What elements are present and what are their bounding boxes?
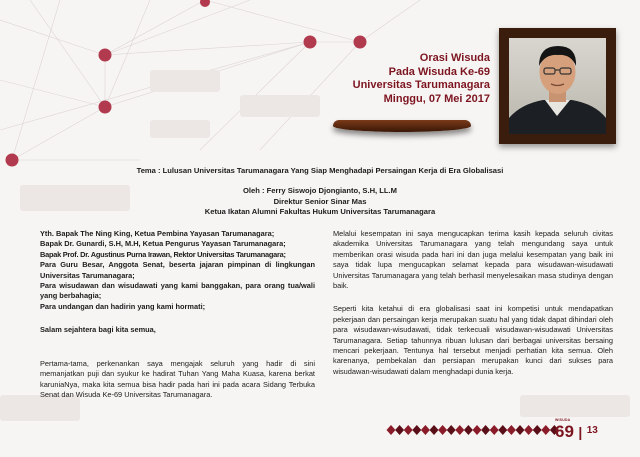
diamond-shape [498, 425, 507, 435]
page-number [555, 418, 598, 442]
speaker-role-1: Direktur Senior Sinar Mas [273, 196, 367, 206]
diamond-shape [404, 425, 413, 435]
diamond-shape [516, 425, 525, 435]
salutation-2: Bapak Dr. Gunardi, S.H, M.H, Ketua Pengurus Yayasan Tarumanagara; [40, 239, 286, 249]
salutation-4: Para Guru Besar, Anggota Senat, beserta jajaran pimpinan di lingkungan Universitas Tarumanagara; [40, 260, 315, 280]
edition-number: 69 [555, 422, 574, 441]
opening-paragraph: Pertama-tama, perkenankan saya mengajak seluruh yang hadir di sini memanjatkan puji dan syukur ke hadirat Tuhan Yang Maha Kuasa, karena berkat karuniaNya, maka kita semua bisa hadir pada hari ini pada acara Sidang Terbuka Senat dan Wisuda Ke-69 Universitas Tarumanagara. [40, 359, 315, 400]
header-line-2: Pada Wisuda Ke-69 [388, 65, 490, 78]
globalization-paragraph: Seperti kita ketahui di era globalisasi saat ini kompetisi untuk mendapatkan pekerjaan dan persaingan kerja merupakan suatu hal yang tidak dapat dihindari oleh para wisudawan-wisudawati, tidak terkecuali wisudawan-wisudawati Universitas Tarumanagara. Setiap tahunnya ribuan lulusan dari berbagai universitas bersaing mencari pekerjaan. Tentunya hal tersebut menjadi perhatian kita semua. Oleh karenanya, pembekalan dan persiapan merupakan kunci dari sukses para wisudawan-wisudawati dalam menghadapi dunia kerja. [333, 304, 613, 376]
diamond-shape [387, 425, 396, 435]
speaker-role-2: Ketua Ikatan Alumni Fakultas Hukum Universitas Tarumanagara [204, 207, 436, 216]
right-column [333, 229, 613, 377]
diamond-shape [395, 425, 404, 435]
diamond-shape [524, 425, 533, 435]
speaker-name: Oleh : Ferry Siswojo Djongianto, S.H, LL.M [243, 186, 397, 195]
footer-label: WISUDA [555, 418, 571, 422]
diamond-shape [481, 425, 490, 435]
diamond-shape [412, 425, 421, 435]
salutation-1: Yth. Bapak The Ning King, Ketua Pembina Yayasan Tarumanagara; [40, 229, 275, 238]
diamond-shape [438, 425, 447, 435]
diamond-shape [455, 425, 464, 435]
diamond-shape [464, 425, 473, 435]
greeting: Salam sejahtera bagi kita semua, [40, 325, 156, 335]
diamond-shape [541, 425, 550, 435]
salutation-5: Para wisudawan dan wisudawati yang kami banggakan, para orang tua/wali yang berbahagia; [40, 281, 315, 301]
diamond-shape [507, 425, 516, 435]
page-number-value: 13 [586, 425, 598, 436]
diamond-shape [533, 425, 542, 435]
diamond-shape [430, 425, 439, 435]
header-line-4: Minggu, 07 Mei 2017 [383, 92, 490, 105]
diamond-shape [447, 425, 456, 435]
salutation-3: Bapak Prof. Dr. Agustinus Purna Irawan, Rektor Universitas Tarumanagara; [40, 249, 286, 259]
speaker-photo-frame [499, 28, 616, 144]
header-title-block [190, 52, 490, 106]
diamond-shape [421, 425, 430, 435]
thanks-paragraph: Melalui kesempatan ini saya mengucapkan terima kasih kepada seluruh civitas akademika Universitas Tarumanagara yang telah mengundang saya untuk memberikan orasi wisuda pada hari ini dan juga melalui kesempatan yang baik ini saya tidak lupa mengucapkan selamat kepada para wisudawan-wisudawati Universitas Tarumanagara yang telah berhasil menyelesaikan masa studinya dengan baik. [333, 229, 613, 291]
speaker-photo [509, 38, 606, 134]
decorative-shelf [333, 120, 471, 132]
speaker-block [0, 186, 640, 218]
footer-diamond-ornament [386, 424, 564, 436]
theme-line: Tema : Lulusan Universitas Tarumanagara Yang Siap Menghadapi Persaingan Kerja di Era Globalisasi [136, 166, 504, 175]
salutation-6: Para undangan dan hadirin yang kami hormati; [40, 301, 206, 311]
left-column [40, 229, 315, 401]
diamond-shape [490, 425, 499, 435]
footer-separator: | [578, 424, 583, 440]
diamond-shape [473, 425, 482, 435]
header-line-3: Universitas Tarumanagara [352, 79, 490, 91]
header-line-1: Orasi Wisuda [419, 52, 490, 64]
